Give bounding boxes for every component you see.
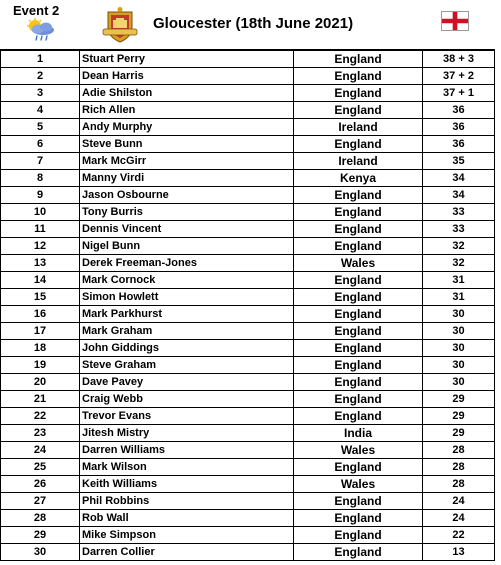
position-cell: 17 — [1, 323, 80, 340]
name-cell: Rich Allen — [80, 102, 294, 119]
name-cell: Adie Shilston — [80, 85, 294, 102]
country-cell: England — [294, 136, 423, 153]
country-cell: England — [294, 204, 423, 221]
name-cell: Steve Bunn — [80, 136, 294, 153]
name-cell: Darren Collier — [80, 544, 294, 561]
position-cell: 12 — [1, 238, 80, 255]
country-cell: England — [294, 68, 423, 85]
country-cell: England — [294, 391, 423, 408]
name-cell: Dean Harris — [80, 68, 294, 85]
name-cell: Derek Freeman-Jones — [80, 255, 294, 272]
table-row — [1, 255, 495, 272]
position-cell: 30 — [1, 544, 80, 561]
score-cell: 24 — [423, 510, 495, 527]
table-row — [1, 50, 495, 68]
position-cell: 10 — [1, 204, 80, 221]
score-cell: 30 — [423, 340, 495, 357]
name-cell: Manny Virdi — [80, 170, 294, 187]
position-cell: 29 — [1, 527, 80, 544]
position-cell: 13 — [1, 255, 80, 272]
score-cell: 35 — [423, 153, 495, 170]
country-cell: Ireland — [294, 119, 423, 136]
position-cell: 15 — [1, 289, 80, 306]
gloucester-crest-icon — [101, 6, 139, 44]
table-row — [1, 544, 495, 561]
name-cell: Craig Webb — [80, 391, 294, 408]
country-cell: England — [294, 357, 423, 374]
position-cell: 27 — [1, 493, 80, 510]
name-cell: Keith Williams — [80, 476, 294, 493]
score-cell: 37 + 2 — [423, 68, 495, 85]
name-cell: Tony Burris — [80, 204, 294, 221]
country-cell: Wales — [294, 476, 423, 493]
country-cell: Wales — [294, 255, 423, 272]
table-row — [1, 357, 495, 374]
england-flag-icon — [441, 11, 469, 31]
position-cell: 24 — [1, 442, 80, 459]
name-cell: Mark Parkhurst — [80, 306, 294, 323]
score-cell: 31 — [423, 289, 495, 306]
position-cell: 8 — [1, 170, 80, 187]
name-cell: Mark McGirr — [80, 153, 294, 170]
score-cell: 36 — [423, 102, 495, 119]
name-cell: Steve Graham — [80, 357, 294, 374]
table-row — [1, 323, 495, 340]
name-cell: Rob Wall — [80, 510, 294, 527]
country-cell: India — [294, 425, 423, 442]
country-cell: England — [294, 238, 423, 255]
table-row — [1, 136, 495, 153]
event-label: Event 2 — [13, 3, 60, 18]
score-cell: 37 + 1 — [423, 85, 495, 102]
score-cell: 32 — [423, 255, 495, 272]
country-cell: England — [294, 272, 423, 289]
results-table — [0, 49, 495, 561]
table-row — [1, 170, 495, 187]
table-row — [1, 187, 495, 204]
country-cell: England — [294, 340, 423, 357]
table-row — [1, 119, 495, 136]
position-cell: 5 — [1, 119, 80, 136]
country-cell: Kenya — [294, 170, 423, 187]
country-cell: England — [294, 187, 423, 204]
country-cell: England — [294, 459, 423, 476]
score-cell: 28 — [423, 459, 495, 476]
country-cell: England — [294, 510, 423, 527]
score-cell: 30 — [423, 374, 495, 391]
table-row — [1, 238, 495, 255]
score-cell: 28 — [423, 476, 495, 493]
score-cell: 34 — [423, 187, 495, 204]
name-cell: Stuart Perry — [80, 50, 294, 68]
score-cell: 29 — [423, 408, 495, 425]
score-cell: 31 — [423, 272, 495, 289]
score-cell: 30 — [423, 323, 495, 340]
position-cell: 9 — [1, 187, 80, 204]
table-row — [1, 306, 495, 323]
table-row — [1, 221, 495, 238]
table-row — [1, 289, 495, 306]
score-cell: 30 — [423, 306, 495, 323]
position-cell: 3 — [1, 85, 80, 102]
name-cell: Mike Simpson — [80, 527, 294, 544]
name-cell: Andy Murphy — [80, 119, 294, 136]
table-row — [1, 85, 495, 102]
country-cell: Wales — [294, 442, 423, 459]
table-row — [1, 391, 495, 408]
country-cell: England — [294, 527, 423, 544]
position-cell: 4 — [1, 102, 80, 119]
table-row — [1, 340, 495, 357]
position-cell: 11 — [1, 221, 80, 238]
position-cell: 18 — [1, 340, 80, 357]
table-row — [1, 527, 495, 544]
name-cell: Jitesh Mistry — [80, 425, 294, 442]
position-cell: 26 — [1, 476, 80, 493]
score-cell: 29 — [423, 391, 495, 408]
table-row — [1, 442, 495, 459]
table-row — [1, 510, 495, 527]
position-cell: 21 — [1, 391, 80, 408]
table-row — [1, 476, 495, 493]
table-row — [1, 374, 495, 391]
name-cell: John Giddings — [80, 340, 294, 357]
table-row — [1, 153, 495, 170]
score-cell: 34 — [423, 170, 495, 187]
score-cell: 36 — [423, 136, 495, 153]
table-row — [1, 204, 495, 221]
country-cell: England — [294, 85, 423, 102]
table-row — [1, 102, 495, 119]
name-cell: Jason Osbourne — [80, 187, 294, 204]
score-cell: 13 — [423, 544, 495, 561]
name-cell: Nigel Bunn — [80, 238, 294, 255]
page-title: Gloucester (18th June 2021) — [153, 15, 354, 32]
results-table-body — [1, 50, 495, 561]
name-cell: Dave Pavey — [80, 374, 294, 391]
table-row — [1, 272, 495, 289]
sun-cloud-rain-icon — [24, 18, 56, 42]
score-cell: 29 — [423, 425, 495, 442]
table-row — [1, 408, 495, 425]
name-cell: Mark Cornock — [80, 272, 294, 289]
position-cell: 6 — [1, 136, 80, 153]
country-cell: England — [294, 408, 423, 425]
country-cell: England — [294, 102, 423, 119]
position-cell: 16 — [1, 306, 80, 323]
position-cell: 14 — [1, 272, 80, 289]
country-cell: England — [294, 221, 423, 238]
score-cell: 28 — [423, 442, 495, 459]
table-row — [1, 459, 495, 476]
country-cell: Ireland — [294, 153, 423, 170]
score-cell: 24 — [423, 493, 495, 510]
table-row — [1, 425, 495, 442]
country-cell: England — [294, 50, 423, 68]
sheet-header — [0, 0, 501, 49]
score-cell: 38 + 3 — [423, 50, 495, 68]
position-cell: 22 — [1, 408, 80, 425]
position-cell: 1 — [1, 50, 80, 68]
score-cell: 33 — [423, 221, 495, 238]
country-cell: England — [294, 289, 423, 306]
country-cell: England — [294, 374, 423, 391]
score-cell: 30 — [423, 357, 495, 374]
score-cell: 22 — [423, 527, 495, 544]
position-cell: 23 — [1, 425, 80, 442]
table-row — [1, 493, 495, 510]
score-cell: 36 — [423, 119, 495, 136]
table-row — [1, 68, 495, 85]
name-cell: Darren Williams — [80, 442, 294, 459]
position-cell: 28 — [1, 510, 80, 527]
position-cell: 2 — [1, 68, 80, 85]
position-cell: 7 — [1, 153, 80, 170]
country-cell: England — [294, 306, 423, 323]
name-cell: Phil Robbins — [80, 493, 294, 510]
position-cell: 20 — [1, 374, 80, 391]
country-cell: England — [294, 544, 423, 561]
country-cell: England — [294, 323, 423, 340]
name-cell: Dennis Vincent — [80, 221, 294, 238]
score-cell: 32 — [423, 238, 495, 255]
country-cell: England — [294, 493, 423, 510]
position-cell: 25 — [1, 459, 80, 476]
name-cell: Mark Wilson — [80, 459, 294, 476]
position-cell: 19 — [1, 357, 80, 374]
name-cell: Simon Howlett — [80, 289, 294, 306]
name-cell: Trevor Evans — [80, 408, 294, 425]
name-cell: Mark Graham — [80, 323, 294, 340]
score-cell: 33 — [423, 204, 495, 221]
